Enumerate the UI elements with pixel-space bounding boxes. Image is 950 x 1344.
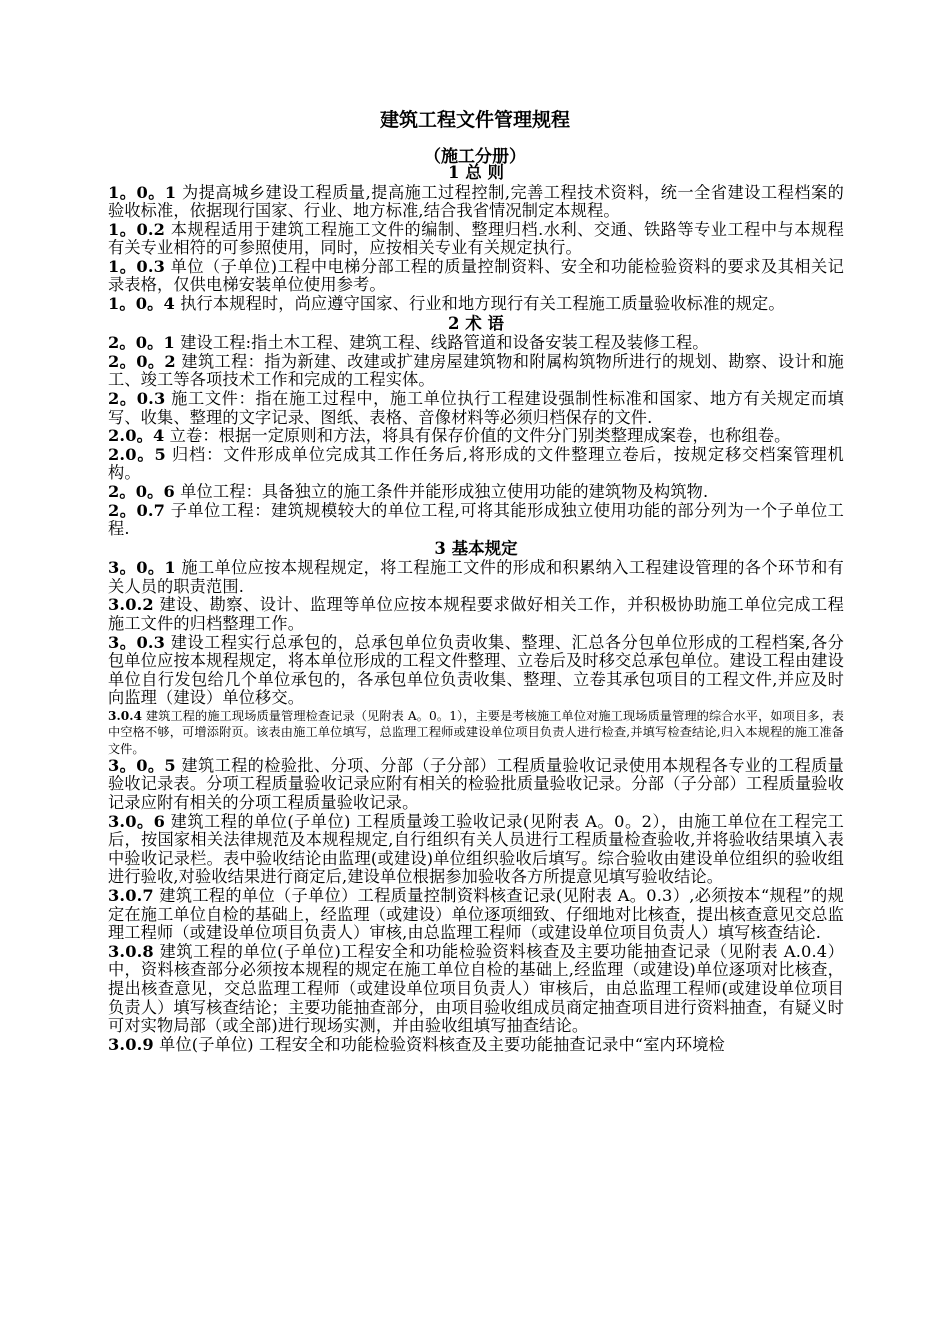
clause-number: 2。0。6 — [108, 481, 175, 501]
clause-paragraph — [108, 634, 844, 708]
clause-number: 3。0。1 — [108, 558, 176, 578]
clause-text: 建筑工程的单位（子单位）工程质量控制资料核查记录(见附表 A。0.3）,必须按本“规程”的规定在施工单位自检的基础上，经监理（或建设）单位逐项细致、仔细地对比核查，提出核查意见交总监理工程师（或建设单位项目负责人）审核,由总监理工程师（或建设单位项目负责人）填写核查结论. — [108, 885, 844, 943]
clause-text: 本规程适用于建筑工程施工文件的编制、整理归档.水利、交通、铁路等专业工程中与本规程有关专业相符的可参照使用，同时，应按相关专业有关规定执行。 — [108, 219, 844, 258]
clause-paragraph — [108, 943, 844, 1036]
clause-number: 3.0。6 — [108, 811, 166, 831]
clause-number: 3。0.3 — [108, 632, 166, 652]
clause-paragraph — [108, 184, 844, 221]
clause-number: 2。0.3 — [108, 388, 166, 408]
clause-number: 1。0。4 — [108, 294, 175, 314]
clause-text: 归档：文件形成单位完成其工作任务后,将形成的文件整理立卷后，按规定移交档案管理机构。 — [108, 444, 844, 483]
clause-paragraph — [108, 708, 844, 757]
clause-number: 2.0。4 — [108, 426, 165, 446]
clause-number: 3.0.2 — [108, 595, 154, 615]
clause-paragraph — [108, 334, 844, 353]
clause-number: 3.0.8 — [108, 941, 154, 961]
clause-number: 3.0.4 — [108, 708, 142, 723]
clause-text: 为提高城乡建设工程质量,提高施工过程控制,完善工程技术资料，统一全省建设工程档案的验收标准，依据现行国家、行业、地方标准,结合我省情况制定本规程。 — [108, 182, 844, 221]
clause-number: 3.0.9 — [108, 1034, 154, 1054]
clause-number: 1。0.3 — [108, 256, 166, 276]
section-heading: 2 术 语 — [448, 313, 504, 333]
document-subtitle: （施工分册） — [424, 147, 526, 167]
clause-paragraph — [108, 427, 844, 446]
clause-paragraph — [108, 596, 844, 633]
document-body — [108, 163, 844, 1054]
clause-paragraph — [108, 559, 844, 596]
clause-number: 2.0。5 — [108, 444, 166, 464]
document-title: 建筑工程文件管理规程 — [379, 109, 570, 131]
section-heading: 1 总 则 — [448, 163, 504, 182]
clause-text: 单位(子单位) 工程安全和功能检验资料核查及主要功能抽查记录中“室内环境检 — [153, 1034, 725, 1054]
clause-text: 建设工程实行总承包的，总承包单位负责收集、整理、汇总各分包单位形成的工程档案,各分包单位应按本规程规定，将本单位形成的工程文件整理、立卷后及时移交总承包单位。建设工程由建设单位自行发包给几个单位承包的，各承包单位负责收集、整理、立卷其承包项目的工程文件,并应及时向监理（建设）单位移交。 — [108, 632, 844, 708]
clause-number: 2。0。2 — [108, 351, 176, 371]
clause-paragraph — [108, 221, 844, 258]
clause-text: 建筑工程的单位(子单位)工程安全和功能检验资料核查及主要功能抽查记录（见附表 A.0.4）中，资料核查部分必须按本规程的规定在施工单位自检的基础上,经监理（或建设)单位逐项对比核查，提出核查意见，交总监理工程师（或建设单位项目负责人）审核后，由总监理工程师(或建设单位项目负责人）填写核查结论；主要功能抽查部分，由项目验收组成员商定抽查项目进行资料抽查，有疑义时可对实物局部（或全部)进行现场实测，并由验收组填写抽查结论。 — [108, 941, 844, 1036]
clause-text: 单位工程：具备独立的施工条件并能形成独立使用功能的建筑物及构筑物. — [174, 481, 709, 501]
clause-text: 建筑工程的检验批、分项、分部（子分部）工程质量验收记录使用本规程各专业的工程质量验收记录表。分项工程质量验收记录应附有相关的检验批质量验收记录。分部（子分部）工程质量验收记录应附有相关的分项工程质量验收记录。 — [108, 755, 844, 813]
clause-text: 立卷：根据一定原则和方法，将具有保存价值的文件分门别类整理成案卷，也称组卷。 — [164, 426, 791, 446]
clause-paragraph — [108, 258, 844, 295]
clause-text: 施工文件：指在施工过程中，施工单位执行工程建设强制性标准和国家、地方有关规定而填写、收集、整理的文字记录、图纸、表格、音像材料等必须归档保存的文件. — [108, 388, 844, 427]
clause-paragraph — [108, 390, 844, 427]
clause-paragraph — [108, 757, 844, 813]
clause-paragraph — [108, 483, 844, 502]
clause-paragraph — [108, 887, 844, 943]
clause-text: 建设工程:指土木工程、建筑工程、线路管道和设备安装工程及装修工程。 — [174, 333, 709, 353]
clause-paragraph — [108, 502, 844, 539]
clause-text: 单位（子单位)工程中电梯分部工程的质量控制资料、安全和功能检验资料的要求及其相关记录表格，仅供电梯安装单位使用参考。 — [108, 256, 844, 295]
section-heading: 3 基本规定 — [434, 538, 518, 558]
clause-paragraph — [108, 353, 844, 390]
clause-paragraph — [108, 813, 844, 887]
clause-number: 1。0.2 — [108, 219, 166, 239]
clause-paragraph — [108, 295, 844, 314]
clause-text: 建设、勘察、设计、监理等单位应按本规程要求做好相关工作，并积极协助施工单位完成工程施工文件的归档整理工作。 — [108, 595, 844, 633]
clause-number: 3.0.7 — [108, 885, 154, 905]
clause-text: 施工单位应按本规程规定，将工程施工文件的形成和积累纳入工程建设管理的各个环节和有关人员的职责范围. — [108, 558, 844, 596]
clause-paragraph — [108, 446, 844, 483]
clause-number: 3。0。5 — [108, 755, 176, 775]
clause-number: 2。0.7 — [108, 500, 166, 520]
clause-number: 1。0。1 — [108, 182, 177, 202]
clause-text: 执行本规程时，尚应遵守国家、行业和地方现行有关工程施工质量验收标准的规定。 — [174, 294, 785, 314]
clause-text: 建筑工程：指为新建、改建或扩建房屋建筑物和附属构筑物所进行的规划、勘察、设计和施工、竣工等各项技术工作和完成的工程实体。 — [108, 351, 844, 390]
clause-number: 2。0。1 — [108, 333, 175, 353]
clause-text: 建筑工程的施工现场质量管理检查记录（见附表 A。0。1），主要是考核施工单位对施工现场质量管理的综合水平，如项目多，表中空格不够，可增添附页。该表由施工单位填写，总监理工程师或建设单位项目负责人进行检查,并填写检查结论,归入本规程的施工准备文件。 — [108, 708, 844, 756]
clause-paragraph — [108, 1036, 844, 1055]
clause-text: 建筑工程的单位(子单位) 工程质量竣工验收记录(见附表 A。0。2），由施工单位在工程完工后，按国家相关法律规范及本规程规定,自行组织有关人员进行工程质量检查验收,并将验收结果填入表中验收记录栏。表中验收结论由监理(或建设)单位组织验收后填写。综合验收由建设单位组织的验收组进行验收,对验收结果进行商定后,建设单位根据参加验收各方所提意见填写验收结论。 — [108, 811, 844, 887]
clause-text: 子单位工程：建筑规模较大的单位工程,可将其能形成独立使用功能的部分列为一个子单位工程. — [108, 500, 844, 539]
